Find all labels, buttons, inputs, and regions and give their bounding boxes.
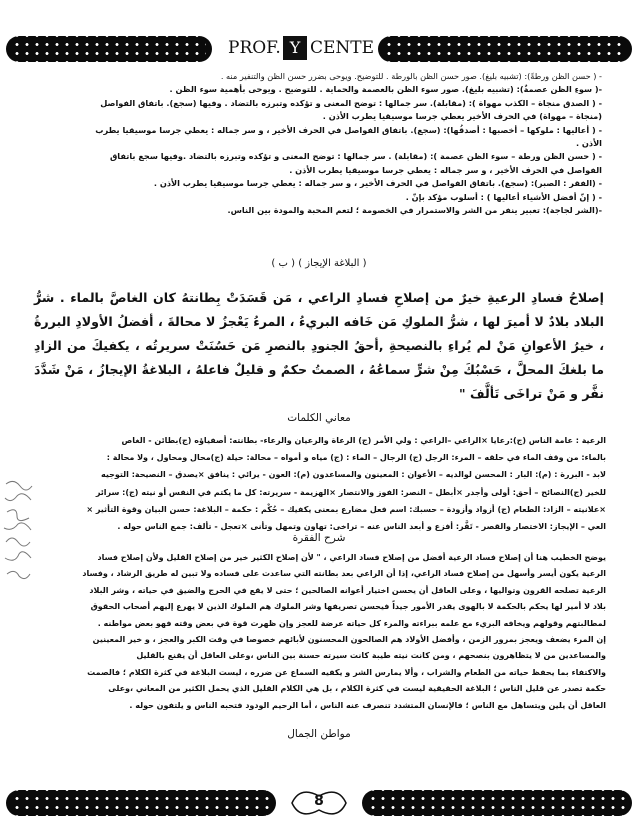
explain-line: يوضح الخطيب هنا أن إصلاح فساد الرعية أفضل من إصلاح فساد الراعي ، " لأن إصلاح الكثير خير من إصلاح القليل ولأن إصلاح فساد [97, 553, 606, 562]
note-line: (منجاة – مهواة) في الحرف الأخير يعطي جرسا موسيقيا يطرب الأذن . [322, 111, 602, 122]
note-line: - ( إنّ أفضل الأشياء أعاليها ) : أسلوب مؤكد بإنّ . [405, 191, 602, 202]
note-line: -( سوءِ الظن عصمةٌ): (تشبيه بليغ). صور سوء الظن بالعصمة والحماية . للتوضيح . ويوحى بأهمية سوء الظن . [169, 84, 602, 95]
explain-line: إن المرء يضعف ويعجز بمرور الزمن ، وأفضل الأولاد هم الصالحون المحسنون لأبائهم خصوصا في وقت الكبر والعجز ، و خير المعينين [92, 635, 606, 645]
brand-logo [220, 34, 376, 64]
explain-line: الرعية تصلحه القرون وتواليها ، وعلى العاقل أن يحسن اختيار أعوانه الصالحين ؛ حتى لا يقع في الحرج والضيق في حياته ، وشر البلاد [89, 585, 606, 595]
brand-text-right: CENTE [310, 38, 375, 58]
explain-line: الرعية يكون أيسر وأسهل من إصلاح فساد الراعي، إذا أن الراعي بعد بطانته التي ساعدت على فساده ولا تبين له طريق الرشاد ، وفساد [82, 569, 606, 579]
vocab-line: العي – الإيجاز: الاختصار والقصر - تَفَّر: أفزع و أبعد الناس عنه – تراخى: تهاون وتمهل وتأنى ×تعجل - تألف: جمع الناس حوله . [117, 522, 606, 532]
explain-line: والمساعدين من لا يتظاهرون بنصحهم ، ومن كانت نيته طيبة كانت سيرته حسنة بين الناس ،وعلى العاقل أن يقنع بالقليل [136, 651, 606, 661]
vocab-list [34, 432, 606, 535]
passage-text: إصلاحُ فسادِ الرعيةِ خيرٌ من إصلاحِ فسادِ الراعي ، مَن قَسَدَتْ بِطانتهُ كان الغاصَّ بالماء . شرُّ البلاد بلادٌ لا أميرَ لها ، شرُّ الملوكِ مَن خَافه البريءُ ، المرءُ يَعْجزُ لا محالةَ ، أفضلُ الأولادِ البررةُ ، خيرُ الأعوانِ مَنْ لم يُراءِ بالنصيحةِ ,أحقُ الجنودِ بالنصرِ مَن حَسُنَتْ سريرتُه ، يكفيكَ من الزادِ ما بلغكَ المحلَّ ، حَسْبُكَ مِنْ شرٍّ سماعُهُ ، الصمتُ حكمٌ و قليلٌ فاعلهُ ، البلاغةُ الإيجازُ ، مَنْ شَدَّدَ نفَّر و مَنْ تراخَى تَألَّفَ " [34, 290, 604, 401]
note-line: -(الشر لجاجة): تعبير ينفر من الشر والاستمرار في الخصومة ؛ لتعم المحبة والمودة بين الناس. [227, 205, 602, 216]
explain-line: بلاد لا أمير لها يحكم بالحكمة لا بالهوى يقدر الأمور جيداً فيحسن تصريفها وشر الملوك هم الملوك الذين لا يهرع إليهم أصحاب الحقوق [90, 602, 606, 612]
note-line: - ( أعاليها : ملوكها – أخصبها : أصدقُها): (سجع). باتفاق الفواصل في الحرف الأخير ، و سر جماله : يعطي جرسا موسيقيا يطرب [95, 124, 602, 135]
vocab-line: الرعية : عامة الناس (ج):رعايا ×الراعي –الراعي : ولي الأمر (ج) الرعاة والرعيان والرعاء- بطانته: أصفياؤه (ج)بطائن - الغاص [121, 436, 606, 445]
vocab-line: لابد - البررة : (م): البار : المحسن لوالديه – الأعوان : المعينون والمساعدون (م): العون - يرائي : ينافق ×يصدق – النصيحة: التوجيه [101, 470, 606, 480]
note-line: - ( الصدق منجاة – الكذب مهواة ): (مقابلة). سر جمالها : توضح المعنى و تؤكده وتبرزه بالتضاد . وفيها (سجع). باتفاق الفواصل [100, 97, 602, 108]
footer-band-right [362, 790, 632, 816]
brand-text-left: PROF. [228, 38, 281, 58]
vocab-line: للخير (ج)النصائح – أحق: أولى وأجدر ×أبطل – النصر: الفوز والانتصار ×الهزيمة - سريرته: كل ما يكتم في النفس أو نيته (ج): سرائر [95, 487, 606, 497]
explain-line: حكمة تصدر عن قليل الناس ؛ البلاغة الحقيقية ليست في كثرة الكلام ، بل هي الكلام القليل الذي يحمل الكثير من المعاني ،وعلى [108, 684, 606, 694]
explain-line: العاقل أن يلين ويتساهل مع الناس ؛ فالإنسان المتشدد تنصرف عنه الناس ، أما الرحيم الودود فتحبه الناس و يلتفون حوله . [129, 700, 606, 710]
note-line: - ( حسن الظن ورطةً): (تشبيه بليغ). صور حسن الظن بالورطة . للتوضيح. ويوحى بضرر حسن الظن والتنفير منه . [220, 71, 602, 81]
section-title: ( ب ) ( البلاغة الإيجاز ) [271, 258, 367, 269]
note-line: - ( حسن الظن ورطة – سوء الظن عصمة ): (مقابلة) . سر جمالها : توضح المعنى و تؤكده وتبرزه بالتضاد .وفيها سجع باتفاق [109, 151, 602, 162]
explain-line: لمطالبتهم وقولهم ويخافه البريء مع علمه ببراءته والمرء كل حياته عرضة للعجز وإن ظهرت قوة في بعض وقته فهو بعض مواطنه . [97, 618, 606, 628]
explain-heading: شرح الفقرة [292, 532, 346, 544]
explain-line: والاكتفاء بما يحفظ حياته من الطعام والشراب ، وألا يمارس الشر و يكفيه السماع عن ضرره ، ليست البلاغة في كثرة الكلام ؛ فالصمت [87, 667, 606, 677]
beauty-heading: مواطن الجمال [287, 728, 351, 740]
header-band-right [378, 36, 632, 62]
vocab-line: بالماء: من وقف الماء في حلقه – المرء: الرجل (ج) الرجال – الماء : (ج) مياه و أمواه – محالة: حيلة (ج)محال ومحاول ، ولا محالة : [106, 453, 606, 463]
note-line: الأذن . [575, 138, 602, 149]
page-number-text: 8 [314, 793, 324, 809]
note-line: الفواصل في الحرف الأخير ، و سر جماله : يعطي جرسا موسيقيا يطرب الأذن . [289, 164, 602, 175]
side-ornament-icon [2, 478, 34, 586]
brand-mark-icon: Y [283, 36, 307, 60]
rhetoric-notes [36, 70, 602, 217]
vocab-heading: معاني الكلمات [287, 412, 351, 424]
page-number [288, 788, 350, 818]
note-line: - (الفقر : الصبر): (سجع). باتفاق الفواصل في الحرف الأخير ، و سر جماله : يعطي جرسا موسيقيا يطرب الأذن . [153, 178, 602, 189]
vocab-line: ×علانيته – الزاد: الطعام (ج) أزواد وأزودة – حسبك: اسم فعل مضارع بمعنى يكفيك – حُكْم : حكمة – البلاغة: حسن البيان وقوة التأثير × [86, 504, 606, 514]
explain-paragraph [34, 550, 606, 714]
footer-band-left [6, 790, 276, 816]
main-passage [34, 286, 604, 406]
header-band-left [6, 36, 212, 62]
